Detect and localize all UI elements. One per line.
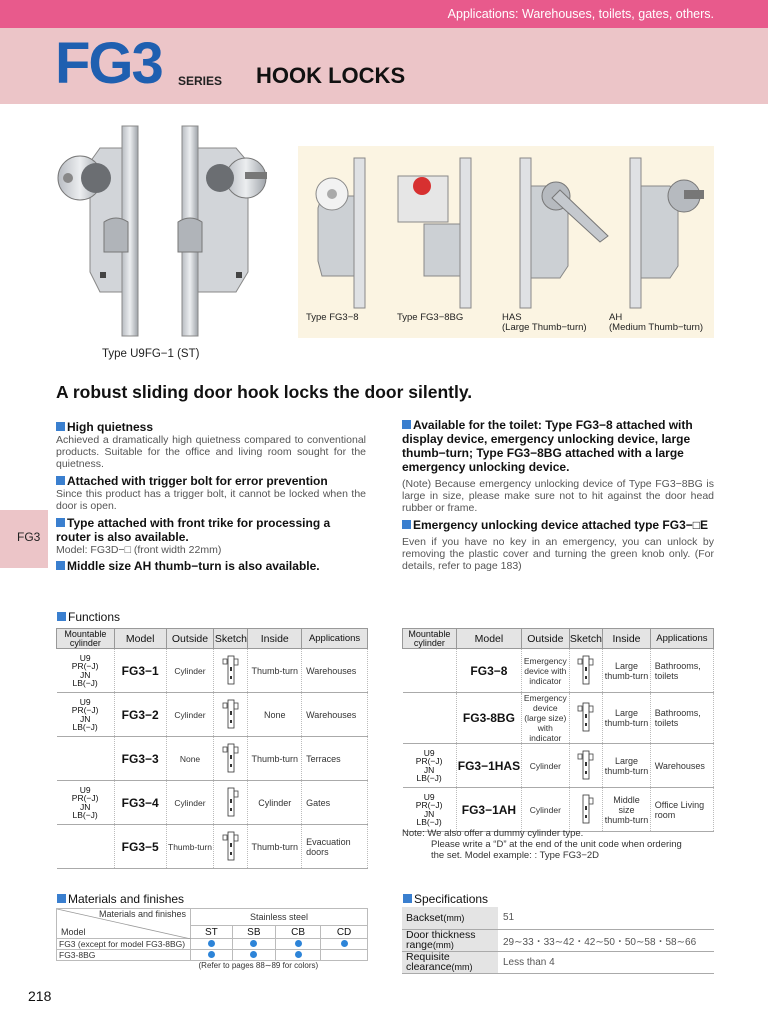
- available-dot-icon: [295, 940, 302, 947]
- materials-row: [57, 950, 368, 961]
- col-sketch: Sketch: [569, 629, 603, 649]
- materials-title: Materials and finishes: [57, 892, 184, 906]
- spec-row: [402, 929, 714, 951]
- bullet-square-icon: [57, 612, 66, 621]
- available-dot-icon: [295, 951, 302, 958]
- col-model: Model: [456, 629, 521, 649]
- specifications-table: [402, 907, 714, 974]
- bullet-square-icon: [402, 520, 411, 529]
- cell-model: FG3−8: [456, 649, 521, 693]
- applications-text: Applications: Warehouses, toilets, gates, others.: [447, 7, 714, 21]
- col-applications: Applications: [650, 629, 713, 649]
- col-model: Model: [114, 629, 166, 649]
- applications-bar: [0, 0, 768, 28]
- col-inside: Inside: [603, 629, 650, 649]
- feature-body: Even if you have no key in an emergency, you can unlock by removing the plastic cover and turning the green knob only. (For details, refer to page 183): [402, 536, 714, 572]
- cell-cylinder: U9 PR(−J) JN LB(−J): [57, 693, 115, 737]
- variant-images: [298, 146, 714, 316]
- cell-sketch: [214, 693, 248, 737]
- corner-bottom-label: Model: [61, 927, 86, 937]
- headline: A robust sliding door hook locks the door silently.: [56, 382, 473, 402]
- variants-panel: [298, 146, 714, 338]
- cell-outside: Thumb-turn: [166, 825, 214, 869]
- spec-label: Door thickness range(mm): [402, 929, 498, 951]
- cell-outside: Emergency device (large size) with indicator: [522, 693, 569, 744]
- series-code: FG3: [55, 31, 162, 96]
- table-header-row: [57, 629, 368, 649]
- cell-inside: Thumb-turn: [248, 649, 302, 693]
- materials-footnote: (Refer to pages 88∼89 for colors): [198, 961, 319, 971]
- cell-cylinder: [403, 693, 457, 744]
- cell-outside: Cylinder: [522, 744, 569, 788]
- cell-cylinder: U9 PR(−J) JN LB(−J): [403, 788, 457, 832]
- feature-body: Model: FG3D−□ (front width 22mm): [56, 544, 222, 556]
- cell-inside: Large thumb-turn: [603, 649, 650, 693]
- cell-inside: Large thumb-turn: [603, 693, 650, 744]
- cell-applications: Gates: [302, 781, 368, 825]
- table-row: [403, 744, 714, 788]
- feature-title: Type attached with front trike for processing a router is also available.: [56, 516, 331, 544]
- cell-cylinder: U9 PR(−J) JN LB(−J): [403, 744, 457, 788]
- cell-applications: Terraces: [302, 737, 368, 781]
- cell-applications: Warehouses: [650, 744, 713, 788]
- ah-image: [630, 158, 704, 308]
- spec-value: 51: [498, 907, 714, 929]
- main-caption: Type U9FG−1 (ST): [102, 348, 200, 360]
- cell-model: FG3-8BG: [456, 693, 521, 744]
- bullet-square-icon: [402, 420, 411, 429]
- finish-st: ST: [191, 926, 233, 939]
- lock-sketch-icon: [222, 741, 240, 775]
- available-dot-icon: [250, 940, 257, 947]
- cell-inside: Middle size thumb-turn: [603, 788, 650, 832]
- col-sketch: Sketch: [214, 629, 248, 649]
- col-outside: Outside: [522, 629, 569, 649]
- finish-cb: CB: [276, 926, 321, 939]
- cell-outside: Emergency device with indicator: [522, 649, 569, 693]
- materials-model: FG3 (except for model FG3-8BG): [57, 939, 191, 950]
- cell-model: FG3−4: [114, 781, 166, 825]
- cell-inside: Thumb-turn: [248, 737, 302, 781]
- feature-list-left: [56, 420, 366, 573]
- stainless-steel-header: Stainless steel: [191, 909, 368, 926]
- materials-model: FG3-8BG: [57, 950, 191, 961]
- caption-has: HAS (Large Thumb−turn): [502, 312, 587, 333]
- materials-table: [56, 908, 368, 971]
- finish-mark: [276, 950, 321, 961]
- finish-mark: [232, 939, 275, 950]
- cell-cylinder: U9 PR(−J) JN LB(−J): [57, 781, 115, 825]
- feature-title: Attached with trigger bolt for error prevention: [56, 474, 366, 488]
- lock-sketch-icon: [222, 653, 240, 687]
- bullet-square-icon: [56, 561, 65, 570]
- feature-body: Since this product has a trigger bolt, it cannot be locked when the door is open.: [56, 488, 366, 512]
- cell-model: FG3−1AH: [456, 788, 521, 832]
- cell-model: FG3−5: [114, 825, 166, 869]
- corner-top-label: Materials and finishes: [98, 909, 186, 919]
- cell-applications: Bathrooms, toilets: [650, 693, 713, 744]
- lock-sketch-icon: [577, 792, 595, 826]
- table-row: [57, 649, 368, 693]
- cell-sketch: [214, 649, 248, 693]
- cell-sketch: [214, 825, 248, 869]
- lock-sketch-icon: [222, 785, 240, 819]
- cell-cylinder: [403, 649, 457, 693]
- cell-applications: Warehouses: [302, 693, 368, 737]
- spec-label: Requisite clearance(mm): [402, 951, 498, 973]
- available-dot-icon: [208, 940, 215, 947]
- caption-fg3-8bg: Type FG3−8BG: [397, 312, 464, 323]
- table-header-row: [403, 629, 714, 649]
- cell-applications: Bathrooms, toilets: [650, 649, 713, 693]
- cell-applications: Warehouses: [302, 649, 368, 693]
- cell-sketch: [569, 744, 603, 788]
- available-dot-icon: [208, 951, 215, 958]
- finish-sb: SB: [232, 926, 275, 939]
- bullet-square-icon: [403, 894, 412, 903]
- cell-model: FG3−1HAS: [456, 744, 521, 788]
- materials-footnote-row: [57, 961, 368, 971]
- cell-model: FG3−1: [114, 649, 166, 693]
- caption-ah: AH (Medium Thumb−turn): [609, 312, 704, 333]
- functions-table-left: [56, 628, 368, 869]
- lock-sketch-icon: [577, 748, 595, 782]
- lock-sketch-icon: [577, 653, 595, 687]
- spec-value: Less than 4: [498, 951, 714, 973]
- cell-sketch: [569, 788, 603, 832]
- col-applications: Applications: [302, 629, 368, 649]
- cell-outside: Cylinder: [522, 788, 569, 832]
- side-tab: FG3: [0, 510, 48, 568]
- cell-model: FG3−3: [114, 737, 166, 781]
- materials-corner-cell: [57, 909, 191, 939]
- cell-cylinder: [57, 825, 115, 869]
- table-row: [57, 781, 368, 825]
- feature-body: Achieved a dramatically high quietness compared to conventional products. Suitable for the office and living room sought for the quietness.: [56, 434, 366, 470]
- page-number: 218: [28, 988, 52, 1004]
- col-inside: Inside: [248, 629, 302, 649]
- lock-sketch-icon: [222, 697, 240, 731]
- table-row: [57, 825, 368, 869]
- table-row: [403, 788, 714, 832]
- functions-table-right: [402, 628, 714, 832]
- spec-label: Backset(mm): [402, 907, 498, 929]
- col-outside: Outside: [166, 629, 214, 649]
- page-title: HOOK LOCKS: [256, 63, 406, 88]
- feature-list-right: [402, 418, 714, 572]
- spec-row: [402, 907, 714, 929]
- cell-sketch: [214, 737, 248, 781]
- col-mountable-cylinder: Mountable cylinder: [403, 629, 457, 649]
- finish-mark: [276, 939, 321, 950]
- finish-mark: [232, 950, 275, 961]
- cell-inside: Large thumb-turn: [603, 744, 650, 788]
- finish-mark: [191, 939, 233, 950]
- cell-outside: Cylinder: [166, 693, 214, 737]
- cell-model: FG3−2: [114, 693, 166, 737]
- table-row: [403, 649, 714, 693]
- finish-mark: [321, 950, 368, 961]
- cell-sketch: [569, 649, 603, 693]
- spec-value: 29∼33・33∼42・42∼50・50∼58・58∼66: [498, 929, 714, 951]
- main-product-image: [40, 122, 270, 342]
- feature-body: (Note) Because emergency unlocking device of Type FG3−8BG is large in size, please make sure not to hit against the door head rubber or frame.: [402, 478, 714, 514]
- materials-row: [57, 939, 368, 950]
- table-row: [57, 693, 368, 737]
- table-row: [57, 737, 368, 781]
- finish-mark: [191, 950, 233, 961]
- bullet-square-icon: [56, 476, 65, 485]
- cell-sketch: [569, 693, 603, 744]
- finish-cd: CD: [321, 926, 368, 939]
- fg3-8bg-image: [398, 158, 471, 308]
- series-word: SERIES: [178, 74, 223, 88]
- lock-sketch-icon: [222, 829, 240, 863]
- functions-note: Note: We also offer a dummy cylinder type. Please write a “D” at the end of the unit code when ordering the set. Model example: : Type FG3−2D: [402, 828, 682, 861]
- has-image: [520, 158, 608, 308]
- cell-cylinder: [57, 737, 115, 781]
- cell-inside: Thumb-turn: [248, 825, 302, 869]
- cell-cylinder: U9 PR(−J) JN LB(−J): [57, 649, 115, 693]
- table-row: [403, 693, 714, 744]
- cell-sketch: [214, 781, 248, 825]
- cell-inside: Cylinder: [248, 781, 302, 825]
- caption-fg3-8: Type FG3−8: [306, 312, 359, 323]
- cell-outside: Cylinder: [166, 781, 214, 825]
- materials-header-row: [57, 909, 368, 926]
- feature-title: Available for the toilet: Type FG3−8 attached with display device, emergency unlocking device, large thumb−turn; Type FG3−8BG attached with a large emergency unlocking device.: [402, 418, 693, 474]
- cell-inside: None: [248, 693, 302, 737]
- bullet-square-icon: [56, 422, 65, 431]
- available-dot-icon: [250, 951, 257, 958]
- cell-applications: Office Living room: [650, 788, 713, 832]
- finish-mark: [321, 939, 368, 950]
- cell-applications: Evacuation doors: [302, 825, 368, 869]
- functions-title: Functions: [57, 610, 120, 624]
- feature-title: Emergency unlocking device attached type FG3−□E: [402, 518, 714, 532]
- cell-outside: Cylinder: [166, 649, 214, 693]
- available-dot-icon: [341, 940, 348, 947]
- bullet-square-icon: [56, 518, 65, 527]
- cell-outside: None: [166, 737, 214, 781]
- feature-title: High quietness: [56, 420, 366, 434]
- specifications-title: Specifications: [403, 892, 488, 906]
- bullet-square-icon: [57, 894, 66, 903]
- fg3-8-image: [316, 158, 365, 308]
- spec-row: [402, 951, 714, 973]
- lock-sketch-icon: [577, 700, 595, 734]
- col-mountable-cylinder: Mountable cylinder: [57, 629, 115, 649]
- feature-title: Middle size AH thumb−turn is also available.: [56, 559, 366, 573]
